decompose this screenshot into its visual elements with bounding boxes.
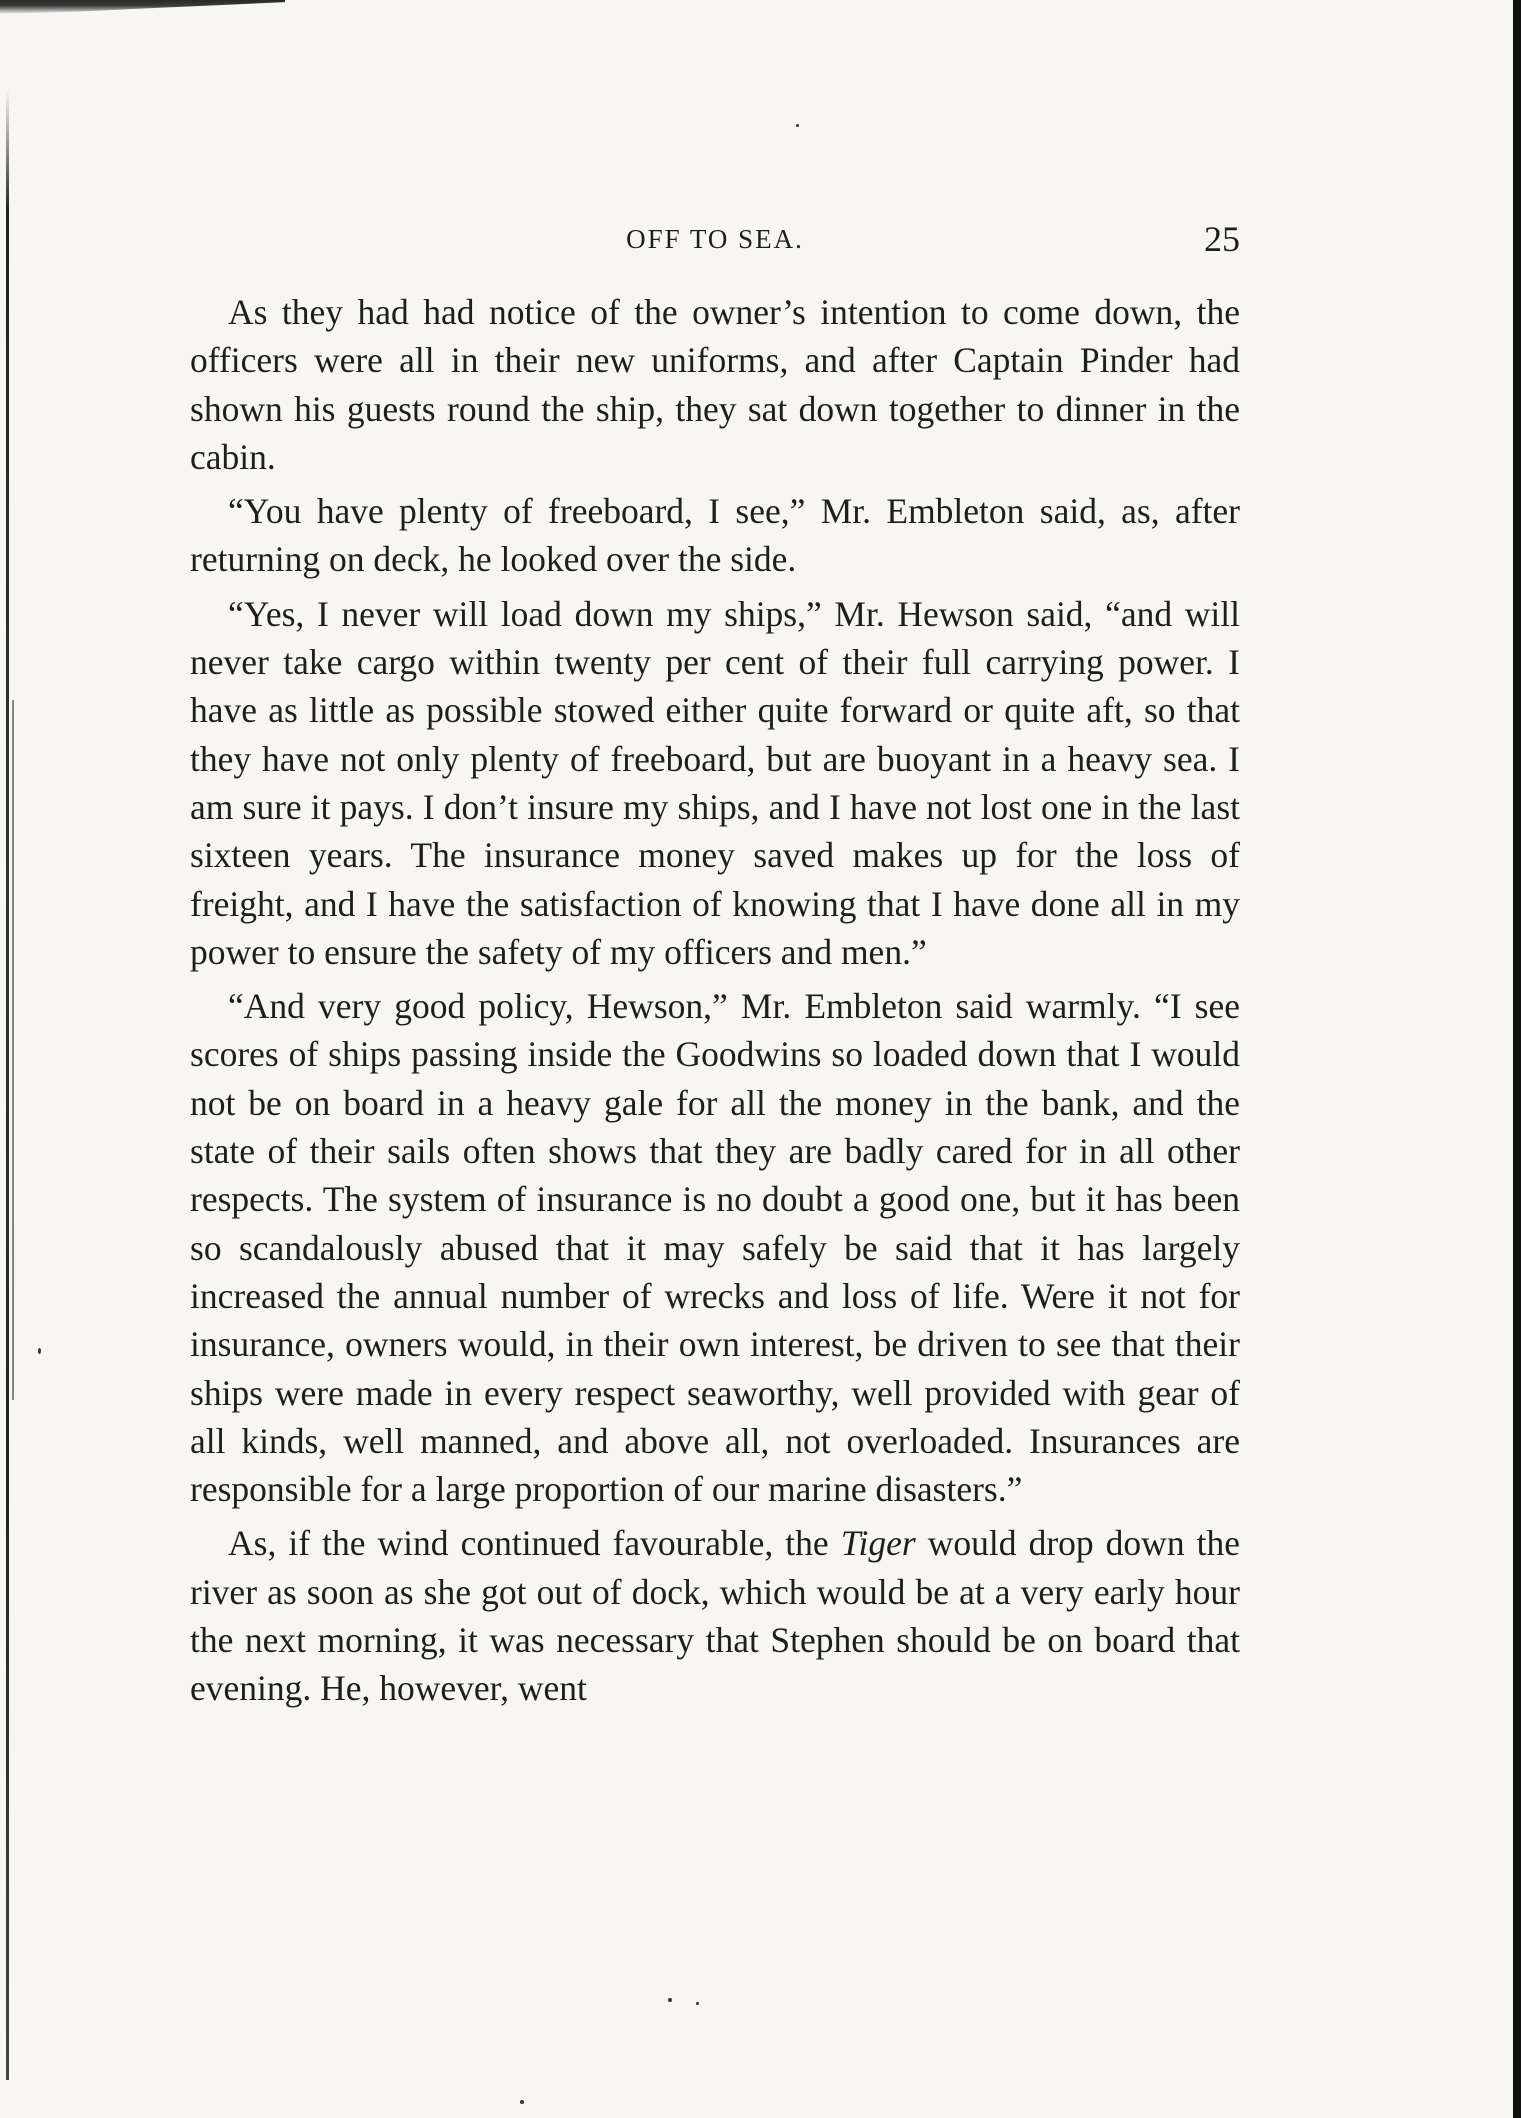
paragraph: “And very good policy, Hewson,” Mr. Embleton said warmly. “I see scores of ships passing inside the Goodwins so loaded down that I would not be on board in a heavy gale for all the money in the bank, and the state of their sails often shows that they are badly cared for in all other respects. The system of insurance is no doubt a good one, but it has been so scandalously abused that it may safely be said that it has largely increased the annual number of wrecks and loss of life. Were it not for insurance, owners would, in their own interest, be driven to see that their ships were made in every respect seaworthy, well provided with gear of all kinds, well manned, and above all, not overloaded. Insurances are responsible for a large proportion of our marine disasters.”	[190, 986, 1240, 1510]
body-text	[190, 288, 1240, 1713]
page-header	[190, 218, 1240, 268]
scan-left-edge-inner	[12, 700, 14, 1400]
page-number: 25	[1204, 219, 1240, 259]
scan-left-edge	[6, 90, 9, 2080]
paragraph	[190, 1519, 1240, 1712]
scan-speck	[520, 2100, 524, 2104]
scan-smudge	[0, 0, 285, 14]
scan-speck	[696, 2002, 699, 2005]
paragraph-text: As, if the wind continued favourable, the	[228, 1523, 841, 1564]
scan-speck	[668, 1998, 672, 2002]
scan-right-edge	[1513, 0, 1521, 2118]
paragraph: “Yes, I never will load down my ships,” Mr. Hewson said, “and will never take cargo within twenty per cent of their full carrying power. I have as little as possible stowed either quite forward or quite aft, so that they have not only plenty of freeboard, but are buoyant in a heavy sea. I am sure it pays. I don’t insure my ships, and I have not lost one in the last sixteen years. The insurance money saved makes up for the loss of freight, and I have the satisfaction of knowing that I have done all in my power to ensure the safety of my officers and men.”	[190, 593, 1240, 972]
scan-speck	[796, 124, 799, 127]
paragraph-text: would drop down the river as soon as she got out of dock, which would be at a very early hour the next morning, it was necessary that Stephen should be on board that evening. He, however, went	[190, 1523, 1240, 1709]
running-head: OFF TO SEA.	[626, 224, 804, 254]
scan-speck	[38, 1348, 41, 1354]
paragraph: As they had had notice of the owner’s intention to come down, the officers were all in their new uniforms, and after Captain Pinder had shown his guests round the ship, they sat down together to dinner in the cabin.	[190, 292, 1240, 477]
ship-name: Tiger	[840, 1523, 916, 1564]
paragraph: “You have plenty of freeboard, I see,” Mr. Embleton said, as, after returning on deck, he looked over the side.	[190, 491, 1240, 580]
